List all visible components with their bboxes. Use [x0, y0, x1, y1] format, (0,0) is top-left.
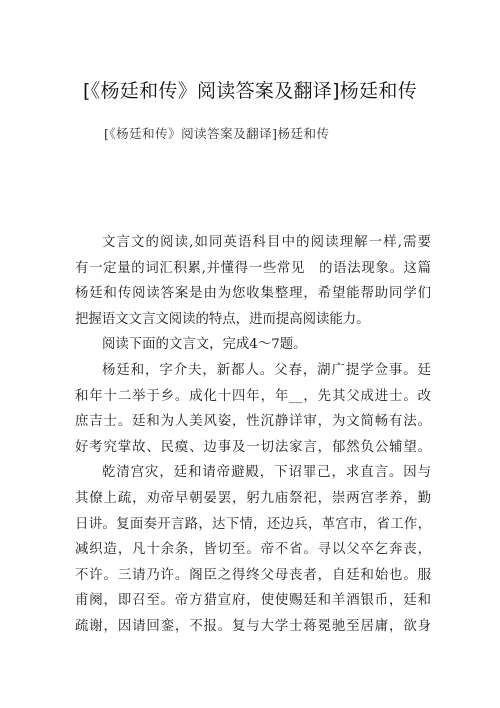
body-line: 减织造，凡十余条，皆切至。帝不省。寻以父卒乞奔丧， — [75, 542, 431, 558]
body-line: 庶吉士。廷和为人美风姿，性沉静详审，为文简畅有法。 — [75, 414, 431, 430]
body-line: 文言文的阅读,如同英语科目中的阅读理解一样,需要 — [102, 235, 431, 250]
body-line: 和年十二举于乡。成化十四年，年__，先其父成进士。改 — [75, 388, 431, 404]
document-body — [75, 230, 431, 640]
document-subtitle: [《杨廷和传》阅读答案及翻译]杨廷和传 — [104, 126, 330, 141]
body-line: 其僚上疏，劝帝早朝晏罢，躬九庙祭祀，崇两宫孝养，勤 — [75, 490, 431, 506]
body-line: 不许。三请乃许。阁臣之得终父母丧者，自廷和始也。服 — [75, 567, 431, 583]
body-line: 杨廷和，字介夫，新都人。父春，湖广提学佥事。廷 — [102, 362, 431, 378]
body-line: 日讲。复面奏开言路，达下情，还边兵，革宫市，省工作， — [75, 516, 431, 532]
body-line: 乾清宫灾，廷和请帝避殿，下诏罪己，求直言。因与 — [102, 465, 431, 481]
body-line: 疏谢，因请回銮，不报。复与大学士蒋冕驰至居庸，欲身 — [75, 618, 431, 634]
body-line: 有一定量的词汇积累,并懂得一些常见 的语法现象。这篇 — [75, 260, 431, 276]
body-line: 把握语文文言文阅读的特点，进而提高阅读能力。 — [75, 311, 370, 327]
body-line: 杨廷和传阅读答案是由为您收集整理，希望能帮助同学们 — [75, 286, 431, 302]
body-line: 好考究掌故、民瘼、边事及一切法家言，郁然负公辅望。 — [75, 439, 431, 455]
body-line: 阅读下面的文言文，完成4～7题。 — [102, 337, 307, 353]
body-line: 甫阕，即召至。帝方猎宣府，使使赐廷和羊酒银币，廷和 — [75, 593, 431, 609]
document-title: [《杨廷和传》阅读答案及翻译]杨廷和传 — [82, 80, 418, 102]
